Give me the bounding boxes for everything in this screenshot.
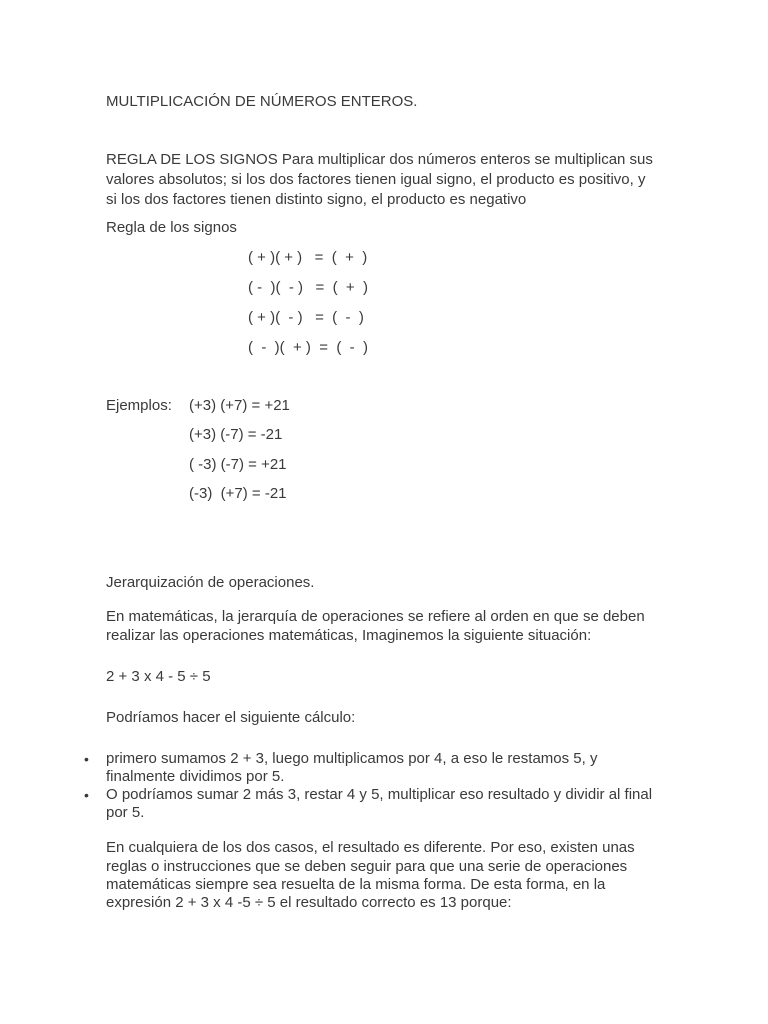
rule-intro-line-3: si los dos factores tienen distinto signo, el producto es negativo xyxy=(106,191,527,208)
hierarchy-intro-line-2: realizar las operaciones matemáticas, Imaginemos la siguiente situación: xyxy=(106,627,592,644)
sign-rule: ( + )( + ) = ( + ) xyxy=(248,249,368,266)
example-line: ( -3) (-7) = +21 xyxy=(189,456,287,473)
hierarchy-heading: Jerarquización de operaciones. xyxy=(106,574,315,591)
sign-rule: ( + )( - ) = ( - ) xyxy=(248,309,364,326)
example-line: (+3) (-7) = -21 xyxy=(189,426,283,443)
conclusion-line-1: En cualquiera de los dos casos, el resultado es diferente. Por eso, existen unas xyxy=(106,839,635,856)
bullet-1-line-1: primero sumamos 2 + 3, luego multiplicamos por 4, a eso le restamos 5, y xyxy=(106,750,598,767)
sign-rule: ( - )( + ) = ( - ) xyxy=(248,339,368,356)
math-expression: 2 + 3 x 4 - 5 ÷ 5 xyxy=(106,668,211,685)
sign-rule: ( - )( - ) = ( + ) xyxy=(248,279,368,296)
rule-intro-line-1: REGLA DE LOS SIGNOS Para multiplicar dos números enteros se multiplican sus xyxy=(106,151,653,168)
bullet-2-line-1: O podríamos sumar 2 más 3, restar 4 y 5, multiplicar eso resultado y dividir al final xyxy=(106,786,653,803)
bullet-icon: • xyxy=(84,751,89,767)
example-line: (-3) (+7) = -21 xyxy=(189,485,287,502)
rule-heading: Regla de los signos xyxy=(106,219,237,236)
calculation-intro: Podríamos hacer el siguiente cálculo: xyxy=(106,709,356,726)
examples-label: Ejemplos: xyxy=(106,397,172,414)
conclusion-line-2: reglas o instrucciones que se deben seguir para que una serie de operaciones xyxy=(106,858,628,875)
conclusion-line-3: matemáticas siempre sea resuelta de la misma forma. De esta forma, en la xyxy=(106,876,606,893)
bullet-icon: • xyxy=(84,787,89,803)
hierarchy-intro-line-1: En matemáticas, la jerarquía de operaciones se refiere al orden en que se deben xyxy=(106,608,645,625)
document-title: MULTIPLICACIÓN DE NÚMEROS ENTEROS. xyxy=(106,93,418,110)
example-line: (+3) (+7) = +21 xyxy=(189,397,290,414)
bullet-2-line-2: por 5. xyxy=(106,804,145,821)
bullet-1-line-2: finalmente dividimos por 5. xyxy=(106,768,285,785)
conclusion-line-4: expresión 2 + 3 x 4 -5 ÷ 5 el resultado correcto es 13 porque: xyxy=(106,894,512,911)
rule-intro-line-2: valores absolutos; si los dos factores tienen igual signo, el producto es positivo, y xyxy=(106,171,646,188)
